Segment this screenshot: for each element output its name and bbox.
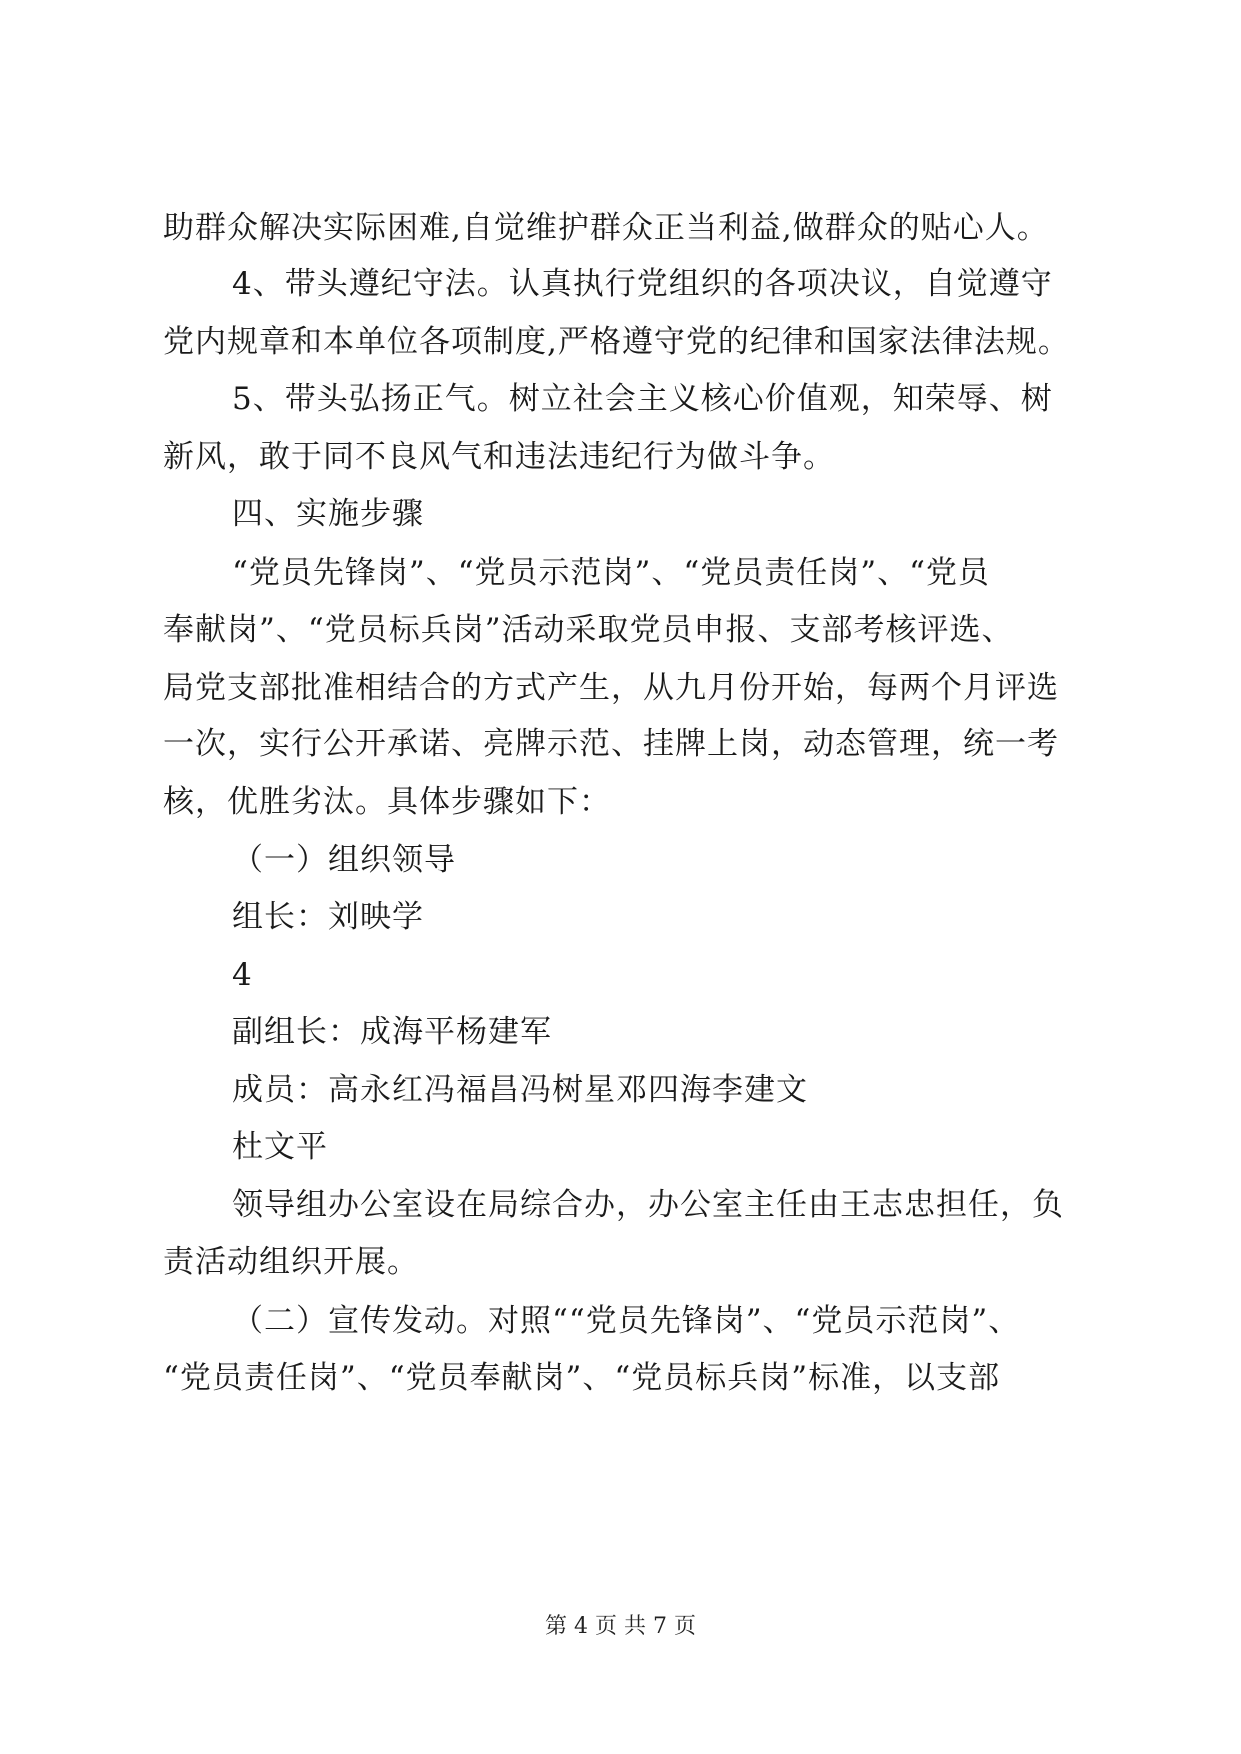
subsection-heading: （一）组织领导 bbox=[232, 842, 456, 878]
body-line: 5、带头弘扬正气。树立社会主义核心价值观，知荣辱、树 bbox=[232, 381, 1053, 417]
body-line: “党员责任岗”、“党员奉献岗”、“党员标兵岗”标准，以支部 bbox=[163, 1360, 1001, 1396]
body-line: 核，优胜劣汰。具体步骤如下： bbox=[163, 784, 611, 820]
body-line: 组长：刘映学 bbox=[232, 899, 424, 935]
body-line: “党员先锋岗”、“党员示范岗”、“党员责任岗”、“党员 bbox=[232, 555, 990, 591]
body-line: 助群众解决实际困难,自觉维护群众正当利益,做群众的贴心人。 bbox=[163, 210, 1049, 246]
body-line: 党内规章和本单位各项制度,严格遵守党的纪律和国家法律法规。 bbox=[163, 324, 1070, 360]
body-line: 一次，实行公开承诺、亮牌示范、挂牌上岗，动态管理，统一考 bbox=[163, 726, 1059, 762]
body-line: 领导组办公室设在局综合办，办公室主任由王志忠担任，负 bbox=[232, 1187, 1064, 1223]
section-heading: 四、实施步骤 bbox=[232, 496, 424, 532]
body-line: 副组长：成海平杨建军 bbox=[232, 1014, 552, 1050]
body-line: 4 bbox=[232, 957, 253, 993]
body-line: 4、带头遵纪守法。认真执行党组织的各项决议，自觉遵守 bbox=[232, 266, 1053, 302]
page-number: 第 4 页 共 7 页 bbox=[545, 1614, 696, 1639]
body-line: （二）宣传发动。对照““党员先锋岗”、“党员示范岗”、 bbox=[232, 1303, 1021, 1339]
body-line: 新风，敢于同不良风气和违法违纪行为做斗争。 bbox=[163, 439, 835, 475]
body-line: 奉献岗”、“党员标兵岗”活动采取党员申报、支部考核评选、 bbox=[163, 612, 1014, 648]
body-line: 杜文平 bbox=[232, 1129, 328, 1165]
body-line: 责活动组织开展。 bbox=[163, 1244, 419, 1280]
body-line: 成员：高永红冯福昌冯树星邓四海李建文 bbox=[232, 1072, 808, 1108]
body-line: 局党支部批准相结合的方式产生，从九月份开始，每两个月评选 bbox=[163, 670, 1059, 706]
